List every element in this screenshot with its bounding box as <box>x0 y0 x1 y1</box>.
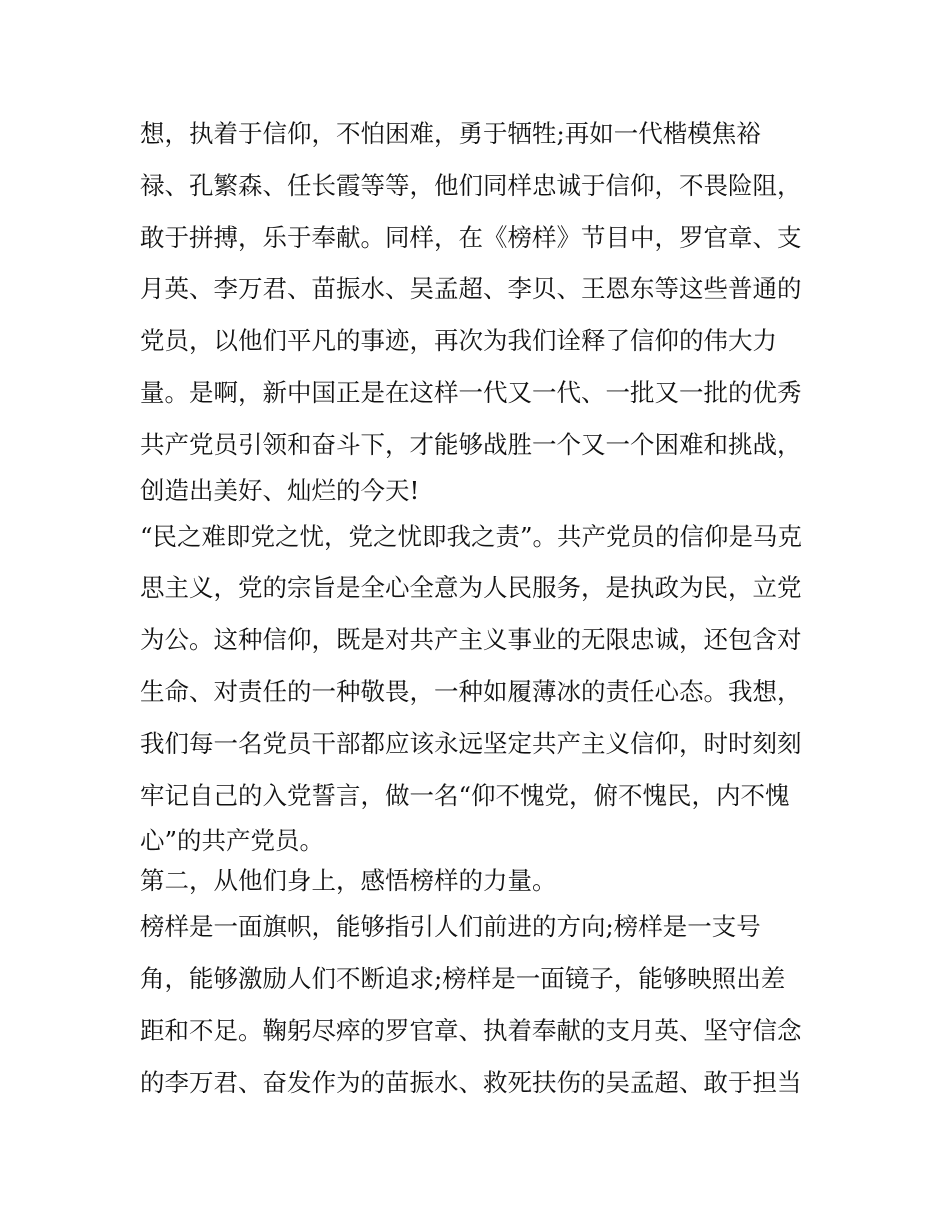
text-line: 我们每一名党员干部都应该永远坚定共产主义信仰，时时刻刻 <box>140 728 802 758</box>
text-line: 创造出美好、灿烂的今天! <box>140 475 420 505</box>
text-line: 生命、对责任的一种敬畏，一种如履薄冰的责任心态。我想， <box>140 676 802 706</box>
text-line: “民之难即党之忧，党之忧即我之责”。共产党员的信仰是马克 <box>140 521 803 551</box>
text-line: 牢记自己的入党誓言，做一名“仰不愧党，俯不愧民，内不愧 <box>140 780 790 810</box>
text-line: 为公。这种信仰，既是对共产主义事业的无限忠诚，还包含对 <box>140 625 802 655</box>
text-line: 距和不足。鞠躬尽瘁的罗官章、执着奉献的支月英、坚守信念 <box>140 1015 802 1045</box>
text-line: 的李万君、奋发作为的苗振水、救死扶伤的吴孟超、敢于担当 <box>140 1067 802 1097</box>
text-line: 禄、孔繁森、任长霞等等，他们同样忠诚于信仰，不畏险阻， <box>140 170 802 200</box>
text-line: 党员，以他们平凡的事迹，再次为我们诠释了信仰的伟大力 <box>140 326 777 356</box>
text-line: 量。是啊，新中国正是在这样一代又一代、一批又一批的优秀 <box>140 377 802 407</box>
text-line: 月英、李万君、苗振水、吴孟超、李贝、王恩东等这些普通的 <box>140 274 802 304</box>
body-text <box>140 108 820 1109</box>
text-line: 思主义，党的宗旨是全心全意为人民服务，是执政为民，立党 <box>140 573 802 603</box>
text-line: 榜样是一面旗帜，能够指引人们前进的方向;榜样是一支号 <box>140 912 761 942</box>
section-heading: 第二，从他们身上，感悟榜样的力量。 <box>140 866 557 896</box>
text-line: 敢于拼搏，乐于奉献。同样，在《榜样》节目中，罗官章、支 <box>140 222 802 252</box>
text-line: 想，执着于信仰，不怕困难，勇于牺牲;再如一代楷模焦裕 <box>140 119 761 148</box>
text-line: 角，能够激励人们不断追求;榜样是一面镜子，能够映照出差 <box>140 964 786 994</box>
text-line: 心”的共产党员。 <box>140 826 325 856</box>
text-line: 共产党员引领和奋斗下，才能够战胜一个又一个困难和挑战， <box>140 429 802 459</box>
